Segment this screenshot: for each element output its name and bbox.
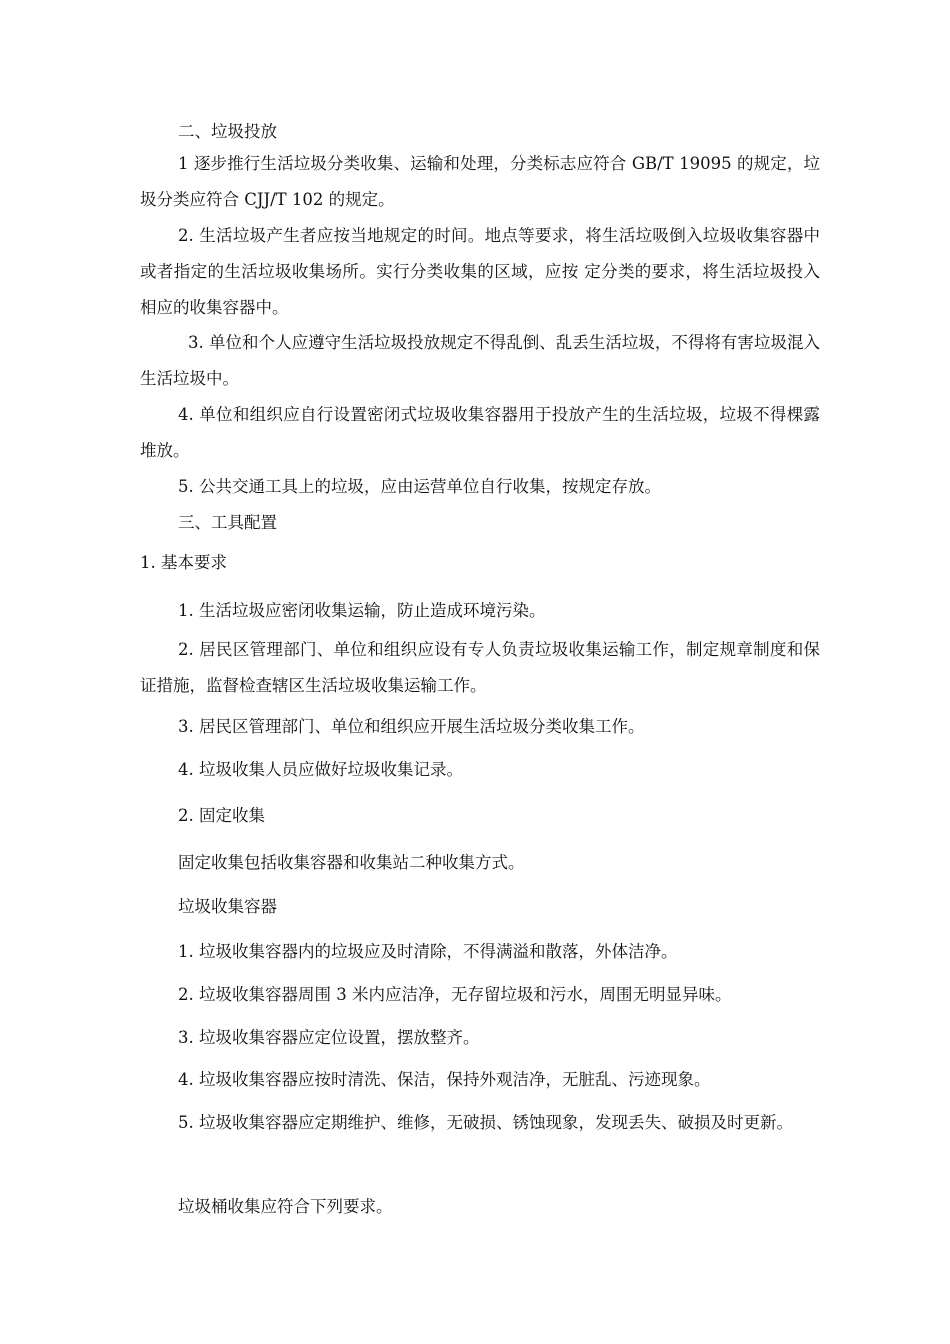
paragraph-producer-requirements: 2. 生活垃圾产生者应按当地规定的时间。地点等要求，将生活垃吸倒入垃圾收集容器中或者指定的生活垃圾收集场所。实行分类收集的区域，应按 定分类的要求，将生活垃圾投入相应的收集容器中。 (140, 226, 820, 317)
section-heading-tool-configuration: 三、工具配置 (178, 513, 277, 532)
paragraph-sealed-containers: 4. 单位和组织应自行设置密闭式垃圾收集容器用于投放产生的生活垃圾，垃圾不得棵露堆放。 (140, 405, 820, 460)
container-item-2: 2. 垃圾收集容器周围 3 米内应洁净，无存留垃圾和污水，周围无明显异味。 (178, 985, 732, 1004)
requirement-item-2: 2. 居民区管理部门、单位和组织应设有专人负责垃圾收集运输工作，制定规章制度和保证措施，监督检查辖区生活垃圾收集运输工作。 (140, 640, 820, 695)
container-item-3: 3. 垃圾收集容器应定位设置，摆放整齐。 (178, 1028, 480, 1047)
container-item-1: 1. 垃圾收集容器内的垃圾应及时清除，不得满溢和散落，外体洁净。 (178, 942, 678, 961)
section-heading-garbage-disposal: 二、垃圾投放 (178, 122, 277, 141)
requirement-item-1: 1. 生活垃圾应密闭收集运输，防止造成环境污染。 (178, 601, 546, 620)
paragraph-classification-standard: 1 逐步推行生活垃圾分类收集、运输和处理，分类标志应符合 GB/T 19095 的规定，垃圾分类应符合 CJJ/T 102 的规定。 (140, 154, 820, 209)
subheading-garbage-containers: 垃圾收集容器 (178, 897, 277, 916)
container-item-4: 4. 垃圾收集容器应按时清洗、保洁，保持外观洁净，无脏乱、污迹现象。 (178, 1070, 711, 1089)
paragraph-public-transport: 5. 公共交通工具上的垃圾，应由运营单位自行收集，按规定存放。 (178, 477, 661, 496)
paragraph-no-littering: 3. 单位和个人应遵守生活垃圾投放规定不得乱倒、乱丢生活垃圾，不得将有害垃圾混入生活垃圾中。 (140, 333, 820, 388)
requirement-item-3: 3. 居民区管理部门、单位和组织应开展生活垃圾分类收集工作。 (178, 717, 645, 736)
container-item-5: 5. 垃圾收集容器应定期维护、维修，无破损、锈蚀现象，发现丢失、破损及时更新。 (178, 1113, 793, 1132)
paragraph-fixed-collection-intro: 固定收集包括收集容器和收集站二种收集方式。 (178, 853, 525, 872)
subheading-basic-requirements: 1. 基本要求 (140, 553, 227, 572)
requirement-item-4: 4. 垃圾收集人员应做好垃圾收集记录。 (178, 760, 463, 779)
subheading-fixed-collection: 2. 固定收集 (178, 806, 265, 825)
paragraph-bin-requirements: 垃圾桶收集应符合下列要求。 (178, 1197, 393, 1216)
